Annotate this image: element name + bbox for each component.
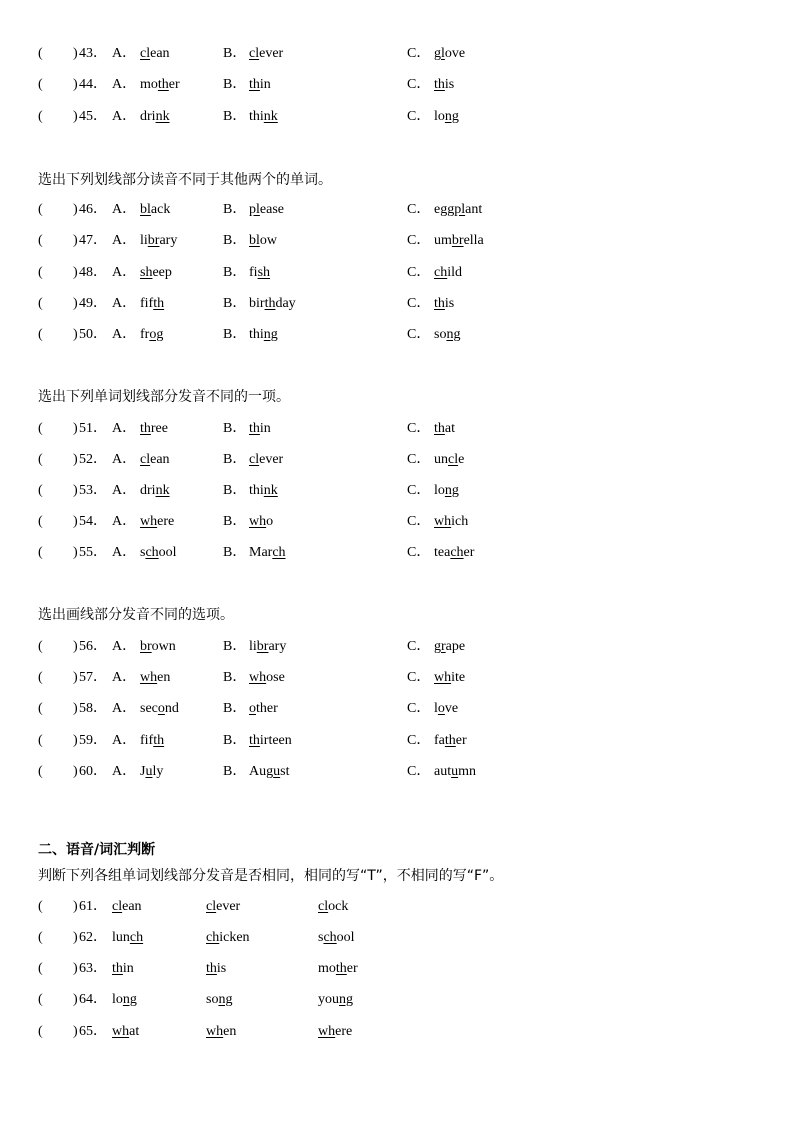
underlined-letters: u: [451, 764, 459, 779]
underlined-letters: ng: [122, 992, 137, 1007]
answer-bracket-close: ): [73, 109, 78, 124]
option-b-word: thin: [249, 421, 271, 436]
underlined-letters: cl: [318, 899, 329, 914]
underlined-letters: pl: [454, 202, 466, 217]
option-b-label: B．: [223, 701, 247, 716]
option-c-label: C．: [407, 670, 431, 685]
option-b-label: B．: [223, 109, 247, 124]
answer-bracket-close: ): [73, 670, 78, 685]
word-3: young: [318, 992, 353, 1007]
underlined-letters: sh: [257, 265, 271, 280]
answer-bracket-close: ): [73, 483, 78, 498]
question-number: 64．: [79, 992, 107, 1007]
question-row: [0, 294, 794, 314]
underlined-letters: wh: [249, 670, 267, 685]
option-a-label: A．: [112, 296, 137, 311]
option-a-label: A．: [112, 670, 137, 685]
underlined-letters: nk: [155, 109, 170, 124]
option-b-word: thirteen: [249, 733, 292, 748]
underlined-letters: pl: [249, 202, 260, 217]
option-a-label: A．: [112, 421, 137, 436]
option-b-word: clever: [249, 46, 284, 61]
option-a-label: A．: [112, 639, 137, 654]
option-c-word: long: [434, 483, 459, 498]
question-number: 49．: [79, 296, 107, 311]
answer-bracket-close: ): [73, 764, 78, 779]
option-a-label: A．: [112, 46, 137, 61]
option-c-label: C．: [407, 233, 431, 248]
question-number: 52．: [79, 452, 107, 467]
question-row: [0, 990, 794, 1010]
underlined-letters: gl: [434, 46, 445, 61]
option-b-word: please: [249, 202, 284, 217]
underlined-letters: wh: [140, 670, 158, 685]
answer-bracket-close: ): [73, 265, 78, 280]
answer-bracket-open: (: [38, 930, 43, 945]
underlined-letters: ch: [145, 545, 159, 560]
answer-bracket-open: (: [38, 899, 43, 914]
underlined-letters: th: [335, 961, 347, 976]
answer-bracket-close: ): [73, 992, 78, 1007]
option-b-word: think: [249, 109, 278, 124]
question-number: 48．: [79, 265, 107, 280]
option-b-word: think: [249, 483, 278, 498]
question-row: [0, 107, 794, 127]
option-c-label: C．: [407, 764, 431, 779]
answer-bracket-open: (: [38, 670, 43, 685]
answer-bracket-open: (: [38, 639, 43, 654]
option-c-word: which: [434, 514, 469, 529]
option-a-word: brown: [140, 639, 176, 654]
underlined-letters: sh: [140, 265, 153, 280]
underlined-letters: th: [157, 77, 169, 92]
option-a-label: A．: [112, 514, 137, 529]
underlined-letters: cl: [112, 899, 123, 914]
option-b-label: B．: [223, 421, 247, 436]
underlined-letters: wh: [434, 670, 452, 685]
underlined-letters: th: [206, 961, 217, 976]
underlined-letters: ng: [218, 992, 233, 1007]
option-a-word: frog: [140, 327, 164, 342]
option-a-word: three: [140, 421, 168, 436]
question-number: 63．: [79, 961, 107, 976]
option-c-word: teacher: [434, 545, 475, 560]
word-2: this: [206, 961, 227, 976]
option-a-label: A．: [112, 233, 137, 248]
option-c-label: C．: [407, 639, 431, 654]
answer-bracket-close: ): [73, 202, 78, 217]
option-c-word: glove: [434, 46, 466, 61]
option-a-label: A．: [112, 545, 137, 560]
underlined-letters: o: [249, 701, 256, 716]
option-a-word: library: [140, 233, 178, 248]
question-row: [0, 75, 794, 95]
word-2: clever: [206, 899, 241, 914]
option-a-word: where: [140, 514, 175, 529]
option-c-word: love: [434, 701, 459, 716]
option-a-word: sheep: [140, 265, 172, 280]
underlined-letters: cl: [140, 46, 151, 61]
answer-bracket-open: (: [38, 545, 43, 560]
question-number: 45．: [79, 109, 107, 124]
question-row: [0, 762, 794, 782]
underlined-letters: wh: [434, 514, 452, 529]
question-number: 60．: [79, 764, 107, 779]
option-c-label: C．: [407, 46, 431, 61]
answer-bracket-open: (: [38, 701, 43, 716]
question-row: [0, 44, 794, 64]
question-number: 44．: [79, 77, 107, 92]
underlined-letters: wh: [112, 1024, 130, 1039]
underlined-letters: o: [157, 701, 165, 716]
option-c-word: this: [434, 296, 455, 311]
question-number: 61．: [79, 899, 107, 914]
answer-bracket-open: (: [38, 327, 43, 342]
instruction-text: 选出下列划线部分读音不同于其他两个的单词。: [38, 172, 332, 188]
option-a-label: A．: [112, 109, 137, 124]
option-a-label: A．: [112, 701, 137, 716]
word-2: chicken: [206, 930, 250, 945]
underlined-letters: th: [264, 296, 276, 311]
word-3: where: [318, 1024, 353, 1039]
option-a-word: school: [140, 545, 177, 560]
word-1: long: [112, 992, 137, 1007]
option-b-label: B．: [223, 296, 247, 311]
underlined-letters: th: [112, 961, 123, 976]
option-a-label: A．: [112, 733, 137, 748]
underlined-letters: th: [153, 733, 165, 748]
underlined-letters: gr: [434, 639, 446, 654]
answer-bracket-close: ): [73, 899, 78, 914]
option-b-label: B．: [223, 452, 247, 467]
underlined-letters: ng: [339, 992, 353, 1007]
question-row: [0, 959, 794, 979]
question-row: [0, 325, 794, 345]
option-c-word: autumn: [434, 764, 476, 779]
option-c-word: song: [434, 327, 461, 342]
answer-bracket-close: ): [73, 46, 78, 61]
option-c-word: father: [434, 733, 467, 748]
answer-bracket-close: ): [73, 77, 78, 92]
question-row: [0, 668, 794, 688]
option-b-label: B．: [223, 545, 247, 560]
answer-bracket-close: ): [73, 327, 78, 342]
underlined-letters: og: [149, 327, 164, 342]
underlined-letters: ch: [129, 930, 144, 945]
option-c-label: C．: [407, 701, 431, 716]
option-a-word: drink: [140, 483, 170, 498]
question-row: [0, 481, 794, 501]
question-row: [0, 1022, 794, 1042]
option-b-label: B．: [223, 202, 247, 217]
answer-bracket-close: ): [73, 296, 78, 311]
option-b-word: fish: [249, 265, 271, 280]
underlined-letters: wh: [206, 1024, 224, 1039]
option-c-label: C．: [407, 733, 431, 748]
underlined-letters: u: [273, 764, 281, 779]
answer-bracket-open: (: [38, 77, 43, 92]
question-row: [0, 897, 794, 917]
option-c-label: C．: [407, 77, 431, 92]
underlined-letters: u: [145, 764, 153, 779]
underlined-letters: cl: [448, 452, 459, 467]
underlined-letters: cl: [140, 452, 151, 467]
question-number: 50．: [79, 327, 107, 342]
underlined-letters: br: [140, 639, 152, 654]
section-title: 二、语音/词汇判断: [38, 842, 156, 858]
underlined-letters: ch: [450, 545, 464, 560]
underlined-letters: ch: [272, 545, 286, 560]
question-number: 46．: [79, 202, 107, 217]
answer-bracket-open: (: [38, 483, 43, 498]
underlined-letters: o: [437, 701, 445, 716]
underlined-letters: nk: [263, 483, 278, 498]
option-b-word: August: [249, 764, 290, 779]
option-b-word: thing: [249, 327, 278, 342]
underlined-letters: wh: [249, 514, 267, 529]
option-a-word: second: [140, 701, 179, 716]
option-b-label: B．: [223, 265, 247, 280]
question-number: 55．: [79, 545, 107, 560]
underlined-letters: br: [147, 233, 160, 248]
answer-bracket-open: (: [38, 46, 43, 61]
option-b-label: B．: [223, 483, 247, 498]
answer-bracket-close: ): [73, 930, 78, 945]
question-row: [0, 450, 794, 470]
option-a-label: A．: [112, 265, 137, 280]
underlined-letters: ng: [263, 327, 278, 342]
option-a-word: black: [140, 202, 171, 217]
question-row: [0, 419, 794, 439]
underlined-letters: br: [256, 639, 269, 654]
underlined-letters: ch: [323, 930, 337, 945]
option-c-label: C．: [407, 265, 431, 280]
option-b-word: clever: [249, 452, 284, 467]
answer-bracket-close: ): [73, 701, 78, 716]
underlined-letters: ng: [444, 483, 459, 498]
option-c-word: long: [434, 109, 459, 124]
option-b-label: B．: [223, 764, 247, 779]
option-a-word: July: [140, 764, 164, 779]
question-number: 54．: [79, 514, 107, 529]
underlined-letters: th: [434, 296, 445, 311]
option-b-label: B．: [223, 639, 247, 654]
underlined-letters: ch: [206, 930, 220, 945]
underlined-letters: th: [140, 421, 151, 436]
option-b-word: whose: [249, 670, 285, 685]
word-3: mother: [318, 961, 358, 976]
option-c-label: C．: [407, 452, 431, 467]
answer-bracket-open: (: [38, 733, 43, 748]
option-b-label: B．: [223, 514, 247, 529]
option-b-word: other: [249, 701, 278, 716]
underlined-letters: bl: [249, 233, 260, 248]
instruction-text: 判断下列各组单词划线部分发音是否相同，相同的写“T”，不相同的写“F”。: [38, 868, 504, 884]
answer-bracket-open: (: [38, 109, 43, 124]
question-row: [0, 200, 794, 220]
underlined-letters: wh: [318, 1024, 336, 1039]
option-c-label: C．: [407, 109, 431, 124]
question-number: 57．: [79, 670, 107, 685]
option-a-word: mother: [140, 77, 180, 92]
question-row: [0, 263, 794, 283]
underlined-letters: cl: [249, 452, 260, 467]
option-c-label: C．: [407, 421, 431, 436]
option-a-word: fifth: [140, 733, 165, 748]
underlined-letters: cl: [206, 899, 217, 914]
word-1: what: [112, 1024, 140, 1039]
answer-bracket-close: ): [73, 545, 78, 560]
answer-bracket-close: ): [73, 1024, 78, 1039]
option-c-word: uncle: [434, 452, 465, 467]
question-number: 65．: [79, 1024, 107, 1039]
word-3: school: [318, 930, 355, 945]
underlined-letters: th: [444, 733, 456, 748]
option-c-label: C．: [407, 202, 431, 217]
option-c-word: child: [434, 265, 462, 280]
answer-bracket-close: ): [73, 639, 78, 654]
underlined-letters: wh: [140, 514, 158, 529]
option-c-word: eggplant: [434, 202, 483, 217]
option-a-word: fifth: [140, 296, 165, 311]
underlined-letters: th: [249, 421, 260, 436]
question-row: [0, 231, 794, 251]
answer-bracket-close: ): [73, 421, 78, 436]
option-c-word: that: [434, 421, 455, 436]
word-3: clock: [318, 899, 349, 914]
question-row: [0, 731, 794, 751]
answer-bracket-open: (: [38, 1024, 43, 1039]
word-1: thin: [112, 961, 134, 976]
option-c-word: grape: [434, 639, 466, 654]
answer-bracket-open: (: [38, 202, 43, 217]
question-number: 59．: [79, 733, 107, 748]
answer-bracket-close: ): [73, 514, 78, 529]
option-a-label: A．: [112, 452, 137, 467]
word-2: song: [206, 992, 233, 1007]
answer-bracket-open: (: [38, 421, 43, 436]
question-number: 53．: [79, 483, 107, 498]
answer-bracket-open: (: [38, 514, 43, 529]
underlined-letters: th: [434, 421, 445, 436]
option-a-word: clean: [140, 46, 170, 61]
option-a-label: A．: [112, 77, 137, 92]
option-c-label: C．: [407, 296, 431, 311]
answer-bracket-open: (: [38, 764, 43, 779]
option-c-label: C．: [407, 483, 431, 498]
answer-bracket-open: (: [38, 233, 43, 248]
option-c-label: C．: [407, 514, 431, 529]
option-c-word: white: [434, 670, 466, 685]
instruction-text: 选出画线部分发音不同的选项。: [38, 607, 234, 623]
option-a-word: clean: [140, 452, 170, 467]
underlined-letters: nk: [263, 109, 278, 124]
option-c-label: C．: [407, 545, 431, 560]
answer-bracket-open: (: [38, 992, 43, 1007]
option-b-label: B．: [223, 327, 247, 342]
underlined-letters: cl: [249, 46, 260, 61]
option-a-word: when: [140, 670, 171, 685]
instruction-text: 选出下列单词划线部分发音不同的一项。: [38, 389, 290, 405]
option-a-label: A．: [112, 483, 137, 498]
answer-bracket-open: (: [38, 296, 43, 311]
option-a-label: A．: [112, 327, 137, 342]
option-b-label: B．: [223, 670, 247, 685]
option-b-label: B．: [223, 46, 247, 61]
answer-bracket-open: (: [38, 452, 43, 467]
question-number: 62．: [79, 930, 107, 945]
underlined-letters: th: [249, 733, 260, 748]
underlined-letters: ng: [444, 109, 459, 124]
answer-bracket-open: (: [38, 265, 43, 280]
answer-bracket-open: (: [38, 961, 43, 976]
underlined-letters: th: [249, 77, 260, 92]
question-number: 51．: [79, 421, 107, 436]
option-b-word: who: [249, 514, 274, 529]
underlined-letters: ng: [446, 327, 461, 342]
underlined-letters: br: [451, 233, 464, 248]
option-c-label: C．: [407, 327, 431, 342]
option-b-word: library: [249, 639, 287, 654]
question-number: 56．: [79, 639, 107, 654]
option-c-word: this: [434, 77, 455, 92]
answer-bracket-close: ): [73, 233, 78, 248]
option-b-label: B．: [223, 233, 247, 248]
question-number: 43．: [79, 46, 107, 61]
option-a-label: A．: [112, 764, 137, 779]
word-2: when: [206, 1024, 237, 1039]
option-b-word: birthday: [249, 296, 296, 311]
question-row: [0, 928, 794, 948]
option-b-word: thin: [249, 77, 271, 92]
question-number: 47．: [79, 233, 107, 248]
answer-bracket-close: ): [73, 733, 78, 748]
option-a-word: drink: [140, 109, 170, 124]
underlined-letters: nk: [155, 483, 170, 498]
underlined-letters: th: [434, 77, 445, 92]
question-row: [0, 637, 794, 657]
underlined-letters: ch: [434, 265, 448, 280]
answer-bracket-close: ): [73, 452, 78, 467]
option-b-label: B．: [223, 733, 247, 748]
underlined-letters: bl: [140, 202, 151, 217]
option-b-word: blow: [249, 233, 278, 248]
answer-bracket-close: ): [73, 961, 78, 976]
question-number: 58．: [79, 701, 107, 716]
option-a-label: A．: [112, 202, 137, 217]
underlined-letters: th: [153, 296, 165, 311]
question-row: [0, 512, 794, 532]
question-row: [0, 543, 794, 563]
option-b-label: B．: [223, 77, 247, 92]
word-1: clean: [112, 899, 142, 914]
word-1: lunch: [112, 930, 144, 945]
option-b-word: March: [249, 545, 286, 560]
option-c-word: umbrella: [434, 233, 484, 248]
question-row: [0, 699, 794, 719]
